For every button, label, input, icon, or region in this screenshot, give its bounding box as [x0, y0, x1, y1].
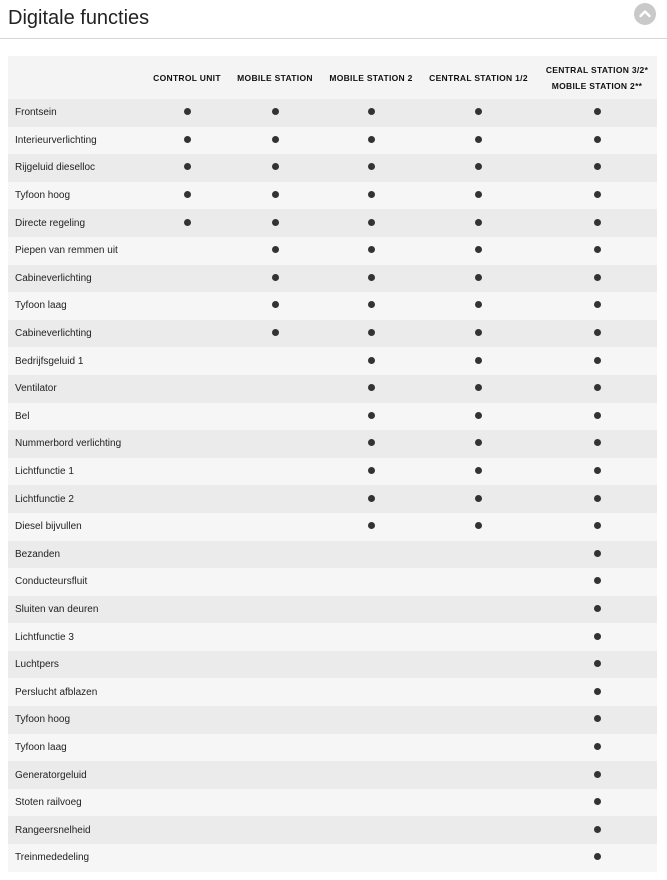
table-row: [8, 761, 657, 789]
bullet-icon: [184, 108, 191, 115]
bullet-icon: [368, 274, 375, 281]
bullet-icon: [475, 219, 482, 226]
bullet-icon: [594, 605, 601, 612]
table-row: [8, 320, 657, 348]
support-cell: [420, 596, 537, 624]
bullet-icon: [368, 412, 375, 419]
support-cell: [146, 292, 228, 320]
support-cell: [420, 265, 537, 293]
table-row: [8, 209, 657, 237]
support-cell: [420, 844, 537, 872]
function-name: Tyfoon laag: [8, 292, 146, 320]
bullet-icon: [272, 274, 279, 281]
bullet-icon: [272, 301, 279, 308]
column-header-function: [8, 56, 146, 99]
support-cell: [228, 789, 322, 817]
bullet-icon: [272, 163, 279, 170]
support-cell: [228, 347, 322, 375]
bullet-icon: [594, 136, 601, 143]
bullet-icon: [594, 357, 601, 364]
support-cell: [537, 541, 657, 569]
function-name: Bel: [8, 403, 146, 431]
bullet-icon: [475, 522, 482, 529]
support-cell: [322, 99, 420, 127]
section-title: Digitale functies: [8, 7, 150, 29]
column-header: MOBILE STATION: [228, 56, 322, 99]
support-cell: [420, 541, 537, 569]
support-cell: [537, 678, 657, 706]
bullet-icon: [475, 412, 482, 419]
function-name: Rijgeluid dieselloc: [8, 154, 146, 182]
support-cell: [322, 596, 420, 624]
function-name: Directe regeling: [8, 209, 146, 237]
support-cell: [322, 485, 420, 513]
support-cell: [537, 485, 657, 513]
function-name: Stoten railvoeg: [8, 789, 146, 817]
bullet-icon: [368, 219, 375, 226]
bullet-icon: [594, 771, 601, 778]
column-header: MOBILE STATION 2: [322, 56, 420, 99]
function-name: Piepen van remmen uit: [8, 237, 146, 265]
support-cell: [228, 706, 322, 734]
support-cell: [420, 816, 537, 844]
support-cell: [146, 182, 228, 210]
support-cell: [228, 182, 322, 210]
support-cell: [537, 430, 657, 458]
support-cell: [146, 237, 228, 265]
support-cell: [322, 347, 420, 375]
bullet-icon: [594, 274, 601, 281]
table-row: [8, 706, 657, 734]
support-cell: [228, 568, 322, 596]
support-cell: [420, 651, 537, 679]
table-row: [8, 375, 657, 403]
function-name: Generatorgeluid: [8, 761, 146, 789]
support-cell: [146, 154, 228, 182]
support-cell: [420, 485, 537, 513]
table-row: [8, 678, 657, 706]
table-row: [8, 623, 657, 651]
bullet-icon: [184, 163, 191, 170]
support-cell: [146, 513, 228, 541]
function-name: Tyfoon laag: [8, 734, 146, 762]
support-cell: [420, 403, 537, 431]
bullet-icon: [594, 798, 601, 805]
bullet-icon: [475, 274, 482, 281]
table-header-row: [8, 56, 657, 99]
support-cell: [228, 623, 322, 651]
function-name: Treinmededeling: [8, 844, 146, 872]
support-cell: [420, 513, 537, 541]
function-name: Rangeersnelheid: [8, 816, 146, 844]
bullet-icon: [368, 522, 375, 529]
support-cell: [420, 568, 537, 596]
collapse-button[interactable]: [634, 3, 656, 25]
support-cell: [537, 568, 657, 596]
function-name: Luchtpers: [8, 651, 146, 679]
support-cell: [420, 375, 537, 403]
support-cell: [228, 844, 322, 872]
table-row: [8, 816, 657, 844]
bullet-icon: [368, 136, 375, 143]
support-cell: [322, 789, 420, 817]
support-cell: [537, 127, 657, 155]
table-row: [8, 154, 657, 182]
support-cell: [322, 182, 420, 210]
bullet-icon: [368, 329, 375, 336]
bullet-icon: [475, 329, 482, 336]
support-cell: [322, 678, 420, 706]
function-name: Bezanden: [8, 541, 146, 569]
bullet-icon: [475, 495, 482, 502]
support-cell: [420, 347, 537, 375]
support-cell: [322, 292, 420, 320]
bullet-icon: [594, 715, 601, 722]
function-name: Cabineverlichting: [8, 320, 146, 348]
support-cell: [228, 127, 322, 155]
support-cell: [146, 706, 228, 734]
support-cell: [322, 458, 420, 486]
bullet-icon: [272, 191, 279, 198]
support-cell: [228, 265, 322, 293]
support-cell: [146, 430, 228, 458]
functions-table: [8, 56, 657, 872]
table-row: [8, 789, 657, 817]
bullet-icon: [594, 191, 601, 198]
bullet-icon: [272, 329, 279, 336]
table-row: [8, 568, 657, 596]
bullet-icon: [475, 357, 482, 364]
support-cell: [420, 320, 537, 348]
bullet-icon: [368, 439, 375, 446]
support-cell: [537, 734, 657, 762]
bullet-icon: [594, 633, 601, 640]
support-cell: [228, 209, 322, 237]
bullet-icon: [594, 522, 601, 529]
bullet-icon: [594, 246, 601, 253]
support-cell: [537, 651, 657, 679]
support-cell: [420, 623, 537, 651]
support-cell: [537, 513, 657, 541]
table-row: [8, 651, 657, 679]
table-row: [8, 844, 657, 872]
support-cell: [146, 265, 228, 293]
support-cell: [146, 568, 228, 596]
support-cell: [420, 430, 537, 458]
support-cell: [322, 237, 420, 265]
table-row: [8, 458, 657, 486]
support-cell: [146, 458, 228, 486]
support-cell: [146, 320, 228, 348]
bullet-icon: [594, 660, 601, 667]
bullet-icon: [368, 191, 375, 198]
table-row: [8, 127, 657, 155]
support-cell: [228, 320, 322, 348]
support-cell: [537, 623, 657, 651]
support-cell: [228, 596, 322, 624]
bullet-icon: [594, 412, 601, 419]
bullet-icon: [184, 136, 191, 143]
support-cell: [420, 292, 537, 320]
support-cell: [537, 816, 657, 844]
support-cell: [322, 568, 420, 596]
table-row: [8, 734, 657, 762]
table-row: [8, 265, 657, 293]
table-row: [8, 237, 657, 265]
function-name: Interieurverlichting: [8, 127, 146, 155]
bullet-icon: [594, 688, 601, 695]
bullet-icon: [368, 246, 375, 253]
column-header: CONTROL UNIT: [146, 56, 228, 99]
support-cell: [146, 485, 228, 513]
table-row: [8, 541, 657, 569]
function-name: Conducteursfluit: [8, 568, 146, 596]
support-cell: [228, 761, 322, 789]
bullet-icon: [368, 301, 375, 308]
bullet-icon: [475, 191, 482, 198]
support-cell: [146, 789, 228, 817]
bullet-icon: [594, 467, 601, 474]
support-cell: [228, 485, 322, 513]
table-row: [8, 99, 657, 127]
function-name: Ventilator: [8, 375, 146, 403]
support-cell: [228, 403, 322, 431]
support-cell: [228, 678, 322, 706]
support-cell: [146, 651, 228, 679]
support-cell: [537, 237, 657, 265]
bullet-icon: [475, 163, 482, 170]
bullet-icon: [475, 108, 482, 115]
support-cell: [146, 596, 228, 624]
function-name: Frontsein: [8, 99, 146, 127]
support-cell: [537, 292, 657, 320]
function-name: Lichtfunctie 2: [8, 485, 146, 513]
support-cell: [420, 182, 537, 210]
function-name: Lichtfunctie 1: [8, 458, 146, 486]
function-name: Cabineverlichting: [8, 265, 146, 293]
table-body: [8, 99, 657, 872]
table-row: [8, 430, 657, 458]
function-name: Diesel bijvullen: [8, 513, 146, 541]
support-cell: [322, 651, 420, 679]
table-row: [8, 292, 657, 320]
table-row: [8, 182, 657, 210]
support-cell: [537, 209, 657, 237]
table-row: [8, 347, 657, 375]
bullet-icon: [594, 577, 601, 584]
support-cell: [228, 99, 322, 127]
support-cell: [537, 596, 657, 624]
bullet-icon: [368, 495, 375, 502]
support-cell: [146, 761, 228, 789]
bullet-icon: [594, 108, 601, 115]
function-name: Tyfoon hoog: [8, 182, 146, 210]
bullet-icon: [594, 219, 601, 226]
bullet-icon: [184, 219, 191, 226]
bullet-icon: [272, 219, 279, 226]
function-name: Lichtfunctie 3: [8, 623, 146, 651]
support-cell: [146, 375, 228, 403]
function-name: Bedrijfsgeluid 1: [8, 347, 146, 375]
support-cell: [322, 844, 420, 872]
bullet-icon: [594, 329, 601, 336]
support-cell: [537, 265, 657, 293]
support-cell: [322, 320, 420, 348]
support-cell: [420, 127, 537, 155]
support-cell: [537, 458, 657, 486]
support-cell: [322, 541, 420, 569]
support-cell: [420, 734, 537, 762]
support-cell: [322, 706, 420, 734]
support-cell: [420, 237, 537, 265]
support-cell: [146, 209, 228, 237]
support-cell: [537, 403, 657, 431]
support-cell: [322, 209, 420, 237]
support-cell: [322, 430, 420, 458]
bullet-icon: [594, 495, 601, 502]
table-row: [8, 403, 657, 431]
bullet-icon: [184, 191, 191, 198]
bullet-icon: [594, 853, 601, 860]
support-cell: [146, 541, 228, 569]
support-cell: [537, 182, 657, 210]
bullet-icon: [368, 163, 375, 170]
support-cell: [537, 706, 657, 734]
bullet-icon: [475, 439, 482, 446]
support-cell: [537, 789, 657, 817]
support-cell: [322, 127, 420, 155]
support-cell: [537, 347, 657, 375]
bullet-icon: [594, 439, 601, 446]
support-cell: [322, 154, 420, 182]
support-cell: [228, 430, 322, 458]
support-cell: [228, 154, 322, 182]
support-cell: [420, 706, 537, 734]
bullet-icon: [594, 743, 601, 750]
table-row: [8, 485, 657, 513]
bullet-icon: [475, 246, 482, 253]
bullet-icon: [368, 467, 375, 474]
support-cell: [537, 320, 657, 348]
function-name: Sluiten van deuren: [8, 596, 146, 624]
bullet-icon: [368, 357, 375, 364]
support-cell: [228, 237, 322, 265]
support-cell: [146, 844, 228, 872]
support-cell: [228, 734, 322, 762]
support-cell: [228, 292, 322, 320]
bullet-icon: [475, 384, 482, 391]
support-cell: [537, 375, 657, 403]
support-cell: [420, 761, 537, 789]
support-cell: [322, 816, 420, 844]
bullet-icon: [368, 108, 375, 115]
bullet-icon: [594, 163, 601, 170]
bullet-icon: [272, 136, 279, 143]
support-cell: [420, 209, 537, 237]
section-header: [0, 0, 667, 39]
support-cell: [322, 734, 420, 762]
bullet-icon: [475, 301, 482, 308]
support-cell: [146, 678, 228, 706]
function-name: Tyfoon hoog: [8, 706, 146, 734]
support-cell: [537, 154, 657, 182]
bullet-icon: [594, 826, 601, 833]
support-cell: [537, 844, 657, 872]
support-cell: [146, 623, 228, 651]
bullet-icon: [594, 384, 601, 391]
support-cell: [420, 154, 537, 182]
support-cell: [146, 816, 228, 844]
support-cell: [228, 541, 322, 569]
bullet-icon: [475, 136, 482, 143]
column-header: CENTRAL STATION 1/2: [420, 56, 537, 99]
support-cell: [322, 375, 420, 403]
support-cell: [322, 513, 420, 541]
support-cell: [146, 734, 228, 762]
bullet-icon: [594, 301, 601, 308]
support-cell: [420, 789, 537, 817]
table-row: [8, 596, 657, 624]
support-cell: [228, 651, 322, 679]
support-cell: [537, 99, 657, 127]
support-cell: [420, 458, 537, 486]
bullet-icon: [475, 467, 482, 474]
bullet-icon: [594, 550, 601, 557]
support-cell: [322, 623, 420, 651]
support-cell: [146, 347, 228, 375]
bullet-icon: [272, 246, 279, 253]
functions-table-container: [8, 56, 657, 872]
support-cell: [228, 816, 322, 844]
support-cell: [420, 99, 537, 127]
table-row: [8, 513, 657, 541]
function-name: Perslucht afblazen: [8, 678, 146, 706]
support-cell: [146, 403, 228, 431]
function-name: Nummerbord verlichting: [8, 430, 146, 458]
support-cell: [146, 99, 228, 127]
column-header: CENTRAL STATION 3/2* MOBILE STATION 2**: [537, 56, 657, 99]
support-cell: [228, 458, 322, 486]
bullet-icon: [368, 384, 375, 391]
support-cell: [322, 403, 420, 431]
support-cell: [537, 761, 657, 789]
support-cell: [322, 265, 420, 293]
support-cell: [420, 678, 537, 706]
chevron-up-icon: [634, 3, 656, 25]
bullet-icon: [272, 108, 279, 115]
support-cell: [228, 513, 322, 541]
support-cell: [228, 375, 322, 403]
support-cell: [322, 761, 420, 789]
support-cell: [146, 127, 228, 155]
